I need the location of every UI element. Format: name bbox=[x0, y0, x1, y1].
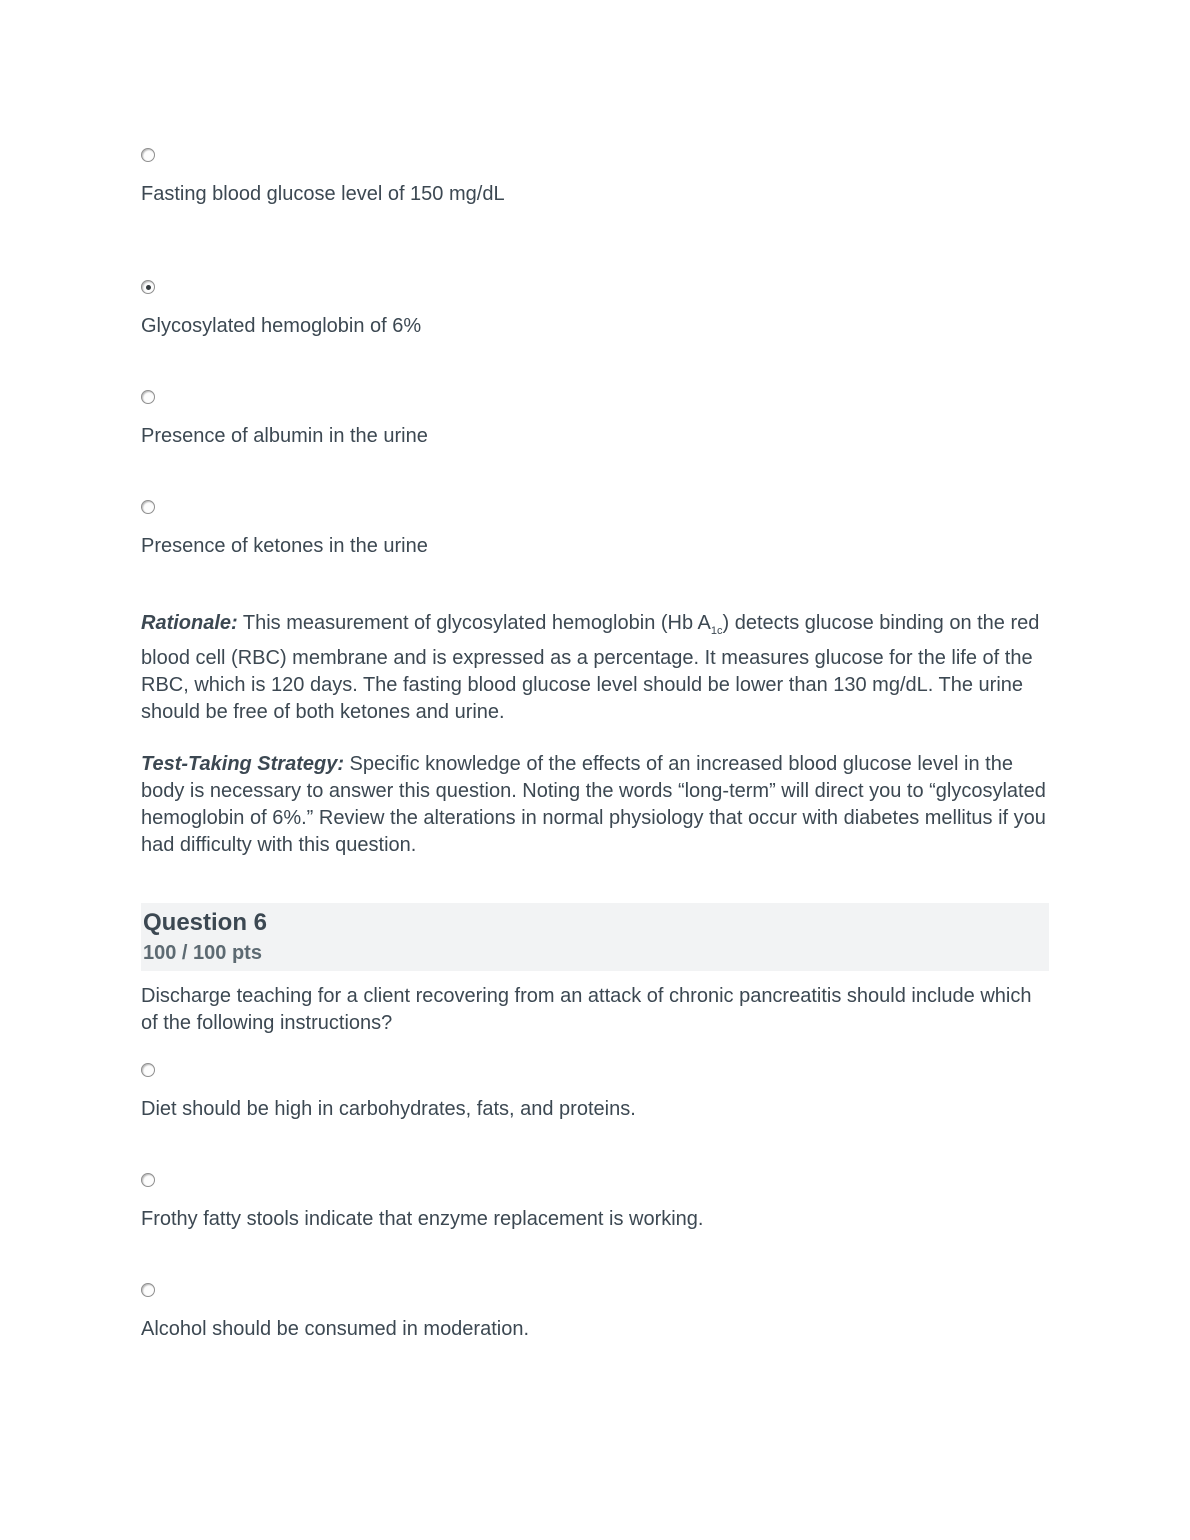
radio-button-icon[interactable] bbox=[141, 148, 155, 162]
radio-button-icon[interactable] bbox=[141, 500, 155, 514]
answer-option bbox=[141, 148, 1049, 208]
answer-option bbox=[141, 390, 1049, 450]
answer-option bbox=[141, 1283, 1049, 1343]
radio-row bbox=[141, 148, 1049, 163]
option-label: Glycosylated hemoglobin of 6% bbox=[141, 315, 422, 337]
radio-row bbox=[141, 1283, 1049, 1298]
option-label: Presence of ketones in the urine bbox=[141, 535, 428, 557]
strategy-text: Specific knowledge of the effects of an increased blood glucose level in the body is necessary to answer this question. Noting the words “long-term” will direct you to “glycosylated hemoglobin of 6%.” Review the alterations in normal physiology that occur with diabetes mellitus if you had difficulty with this question. bbox=[141, 753, 1046, 856]
radio-button-icon[interactable] bbox=[141, 1063, 155, 1077]
radio-button-icon[interactable] bbox=[141, 1173, 155, 1187]
rationale-text-before: This measurement of glycosylated hemoglobin (Hb A bbox=[237, 612, 711, 634]
answer-option bbox=[141, 1063, 1049, 1123]
question-title: Question 6 bbox=[143, 909, 268, 936]
option-label: Fasting blood glucose level of 150 mg/dL bbox=[141, 183, 505, 205]
radio-row bbox=[141, 1173, 1049, 1188]
quiz-content bbox=[141, 0, 1049, 1343]
answer-option bbox=[141, 1173, 1049, 1233]
radio-button-icon[interactable] bbox=[141, 280, 155, 294]
strategy-paragraph bbox=[141, 751, 1049, 859]
radio-row bbox=[141, 280, 1049, 295]
hba1c-subscript: 1c bbox=[710, 625, 723, 637]
answer-option bbox=[141, 500, 1049, 560]
rationale-text-after: ) detects glucose binding on the red blood cell (RBC) membrane and is expressed as a percentage. It measures glucose for the life of the RBC, which is 120 days. The fasting blood glucose level should be lower than 130 mg/dL. The urine should be free of both ketones and urine. bbox=[141, 612, 1040, 723]
option-label: Frothy fatty stools indicate that enzyme replacement is working. bbox=[141, 1208, 704, 1230]
radio-button-icon[interactable] bbox=[141, 390, 155, 404]
answer-option bbox=[141, 280, 1049, 340]
radio-row bbox=[141, 500, 1049, 515]
rationale-paragraph bbox=[141, 610, 1049, 726]
radio-row bbox=[141, 1063, 1049, 1078]
option-label: Diet should be high in carbohydrates, fats, and proteins. bbox=[141, 1098, 636, 1120]
option-label: Presence of albumin in the urine bbox=[141, 425, 428, 447]
strategy-label: Test-Taking Strategy: bbox=[141, 753, 344, 775]
rationale-label: Rationale: bbox=[141, 612, 238, 634]
radio-row bbox=[141, 390, 1049, 405]
radio-button-icon[interactable] bbox=[141, 1283, 155, 1297]
question-header bbox=[141, 903, 1049, 971]
option-label: Alcohol should be consumed in moderation. bbox=[141, 1318, 530, 1340]
question-points: 100 / 100 pts bbox=[143, 942, 262, 964]
question-prompt: Discharge teaching for a client recovering from an attack of chronic pancreatitis should include which of the following instructions? bbox=[141, 985, 1032, 1034]
